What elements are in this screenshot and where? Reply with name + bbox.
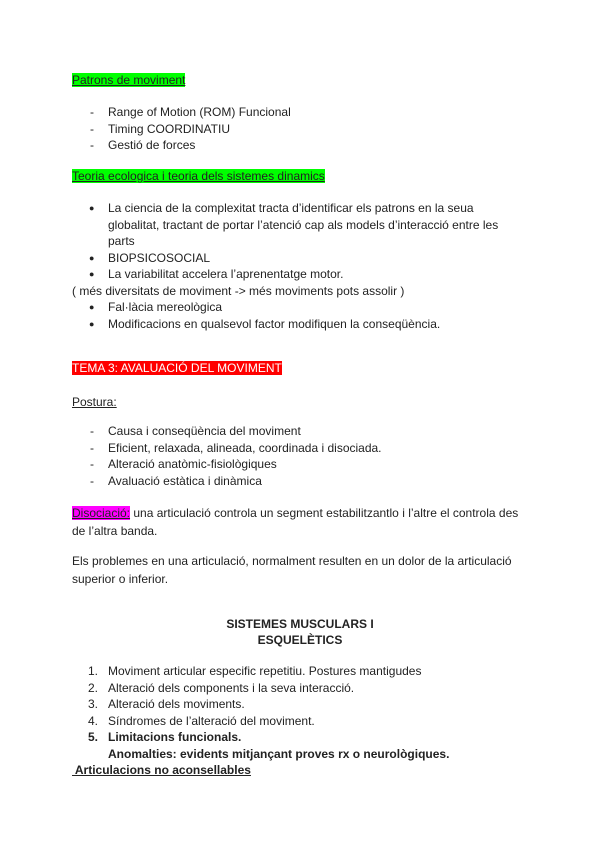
paragraph-disociacio [72,504,528,540]
list-item: - Causa i conseqüència del moviment [72,423,528,440]
anomalies-text: Anomalties: evidents mitjançant proves rx o neurològiques. [108,746,450,761]
list-item: ● La ciencia de la complexitat tracta d’identificar els patrons en la seua globalitat, tractant de portar l’atenció cap als models d’interacció entre les parts [72,200,528,250]
list-item: 3. Alteració dels moviments. [88,697,245,711]
articulacions-heading: Articulacions no aconsellables [72,763,251,777]
section-teoria [72,168,528,184]
list-item: ● BIOPSICOSOCIAL [72,250,528,267]
list-item: - Alteració anatòmic-fisiològiques [72,456,528,473]
section-postura [72,394,528,410]
term-disociacio: Disociació: [72,506,131,520]
list-patrons [72,104,528,154]
text-problemes: Els problemes en una articulació, normalment resulten en un dolor de la articulació superior o inferior. [72,554,512,586]
definition-disociacio: una articulació controla un segment estabilitzantlo i l’altre el controla des de l’altra banda. [72,506,519,538]
note-text: ( més diversitats de moviment -> més moviments pots assolir ) [72,283,405,298]
list-item: - Avaluació estàtica i dinàmica [72,473,528,490]
list-item: - Eficient, relaxada, alineada, coordinada i disociada. [72,440,528,457]
list-item: ● La variabilitat accelera l’aprenentatge motor. [72,266,528,283]
list-item: - Timing COORDINATIU [72,121,528,138]
heading-postura: Postura: [72,395,117,409]
list-item: - Gestió de forces [72,137,528,154]
title-line: SISTEMES MUSCULARS I [226,617,374,631]
list-item: - Range of Motion (ROM) Funcional [72,104,528,121]
list-postura [72,423,528,489]
section-tema3 [72,360,528,376]
list-item: 4. Síndromes de l’alteració del moviment. [88,713,315,728]
title-line: ESQUELÈTICS [257,633,343,647]
list-item: 2. Alteració dels components i la seva interacció. [88,680,355,695]
heading-teoria: Teoria ecologica i teoria dels sistemes dinamics [72,169,325,183]
list-sistemes [72,663,528,779]
list-item: ● Fal·làcia mereològica [72,299,528,316]
list-teoria [72,200,528,332]
heading-patrons: Patrons de moviment [72,73,186,87]
list-item: ● Modificacions en qualsevol factor modifiquen la conseqüència. [72,316,528,333]
section-patrons [72,72,528,88]
list-item: 1. Moviment articular especific repetitiu. Postures mantigudes [88,664,422,678]
heading-tema3: TEMA 3: AVALUACIÓ DEL MOVIMENT [72,361,282,375]
title-sistemes [72,616,528,648]
paragraph-problemes [72,552,528,588]
list-item: 5. Limitacions funcionals. [88,730,242,744]
